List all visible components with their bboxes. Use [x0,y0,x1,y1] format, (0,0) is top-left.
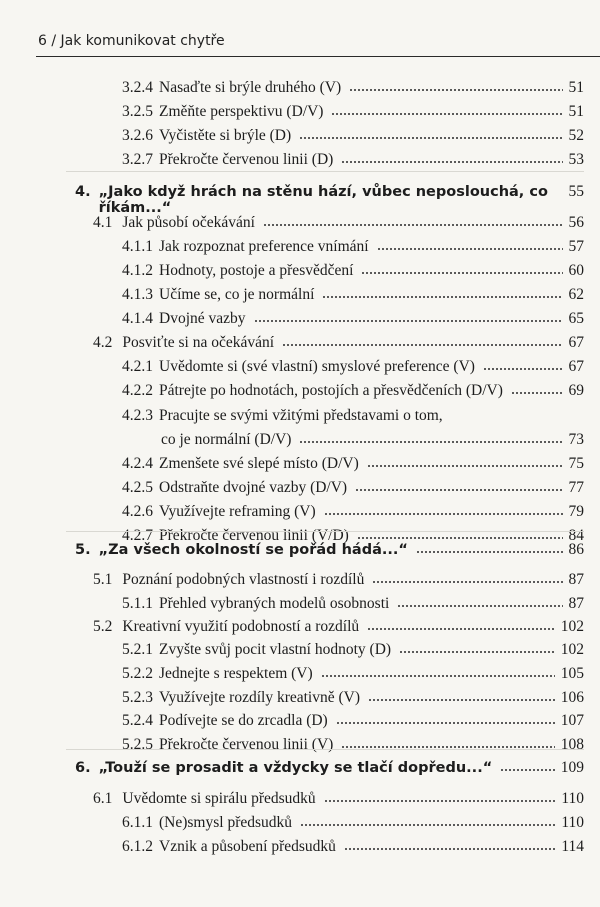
dot-leader [299,439,562,445]
page-number: 55 [568,183,584,200]
page-number: 110 [561,814,584,831]
dot-leader [368,697,555,703]
dot-leader [349,87,562,93]
dot-leader [321,673,555,679]
page-number: 69 [568,382,584,399]
toc-section-entry[interactable] [0,618,600,636]
toc-subsection-entry[interactable] [0,479,600,497]
page-number: 56 [568,214,584,231]
dot-leader [416,549,563,555]
entry-number: 4.2.5 [122,479,153,496]
dot-leader [344,846,555,852]
toc-entry-continuation[interactable] [0,431,600,449]
entry-title: Využívejte rozdíly kreativně (V) [159,689,360,706]
entry-number: 4.1 [93,214,113,231]
dot-leader [322,294,562,300]
toc-subsection-entry[interactable] [0,151,600,169]
entry-title: Jak rozpoznat preference vnímání [159,238,369,255]
dot-leader [355,487,562,493]
entry-title: Dvojné vazby [159,310,246,327]
page-number: 62 [568,286,584,303]
entry-title: Podívejte se do zrcadla (D) [159,712,328,729]
entry-number: 5.2.5 [122,736,153,753]
page-number: 87 [568,595,584,612]
page-number: 52 [568,127,584,144]
entry-number: 4. [75,184,91,200]
dot-leader [397,603,562,609]
dot-leader [300,822,555,828]
entry-number: 5.2.1 [122,641,153,658]
page-number: 57 [568,238,584,255]
toc-subsection-entry[interactable] [0,814,600,832]
entry-number: 3.2.4 [122,79,153,96]
entry-title: Pátrejte po hodnotách, postojích a přesvědčeních (D/V) [159,382,503,399]
dot-leader [341,159,562,165]
entry-number: 3.2.5 [122,103,153,120]
entry-number: 4.2 [93,334,113,351]
entry-title: Změňte perspektivu (D/V) [159,103,324,120]
dot-leader [254,318,563,324]
page-number: 109 [560,759,584,776]
entry-title: Překročte červenou linii (V) [159,736,334,753]
toc-subsection-entry[interactable] [0,310,600,328]
entry-title: Uvědomte si spirálu předsudků [122,790,316,807]
entry-title: Zmenšete své slepé místo (D/V) [159,455,359,472]
page-number: 102 [560,618,584,635]
toc-subsection-entry[interactable] [0,262,600,280]
dot-leader [299,135,562,141]
toc-section-entry[interactable] [0,790,600,808]
page-number: 75 [568,455,584,472]
entry-number: 5.1.1 [122,595,153,612]
toc-subsection-entry[interactable] [0,689,600,707]
toc-subsection-entry[interactable] [0,358,600,376]
toc-subsection-entry[interactable] [0,103,600,121]
dot-leader [324,511,563,517]
page-number: 114 [561,838,584,855]
dot-leader [511,390,563,396]
entry-title: Jednejte s respektem (V) [159,665,313,682]
page-number: 77 [568,479,584,496]
entry-title: Kreativní využití podobností a rozdílů [122,618,360,635]
toc-subsection-entry[interactable] [0,838,600,856]
page-number: 53 [568,151,584,168]
entry-title: Překročte červenou linii (D) [159,151,334,168]
entry-number: 6.1.2 [122,838,153,855]
entry-number: 4.2.3 [122,407,153,424]
page-number: 67 [568,334,584,351]
toc-subsection-entry[interactable] [0,736,600,754]
entry-number: 5.2.2 [122,665,153,682]
toc-subsection-entry[interactable] [0,665,600,683]
entry-title: „Za všech okolností se pořád hádá...“ [98,542,408,558]
toc-subsection-entry[interactable] [0,286,600,304]
section-separator [66,749,584,750]
entry-number: 6. [75,760,91,776]
entry-title: Nasaďte si brýle druhého (V) [159,79,342,96]
entry-title: Přehled vybraných modelů osobnosti [159,595,390,612]
entry-number: 5.2.3 [122,689,153,706]
dot-leader [399,649,555,655]
entry-number: 4.2.6 [122,503,153,520]
entry-number: 3.2.7 [122,151,153,168]
entry-title: Posviťte si na očekávání [122,334,275,351]
dot-leader [263,222,563,228]
toc-subsection-entry[interactable] [0,712,600,730]
toc-section-entry[interactable] [0,571,600,589]
page-number: 65 [568,310,584,327]
toc-subsection-entry[interactable] [0,382,600,400]
page-number: 108 [560,736,584,753]
page-number: 79 [568,503,584,520]
toc-chapter-entry[interactable] [0,183,600,216]
page-number: 107 [560,712,584,729]
page-number: 87 [568,571,584,588]
toc-subsection-entry[interactable] [0,79,600,97]
entry-number: 4.1.1 [122,238,153,255]
toc-subsection-entry[interactable] [0,238,600,256]
entry-number: 6.1 [93,790,113,807]
dot-leader [377,246,563,252]
entry-title: Překročte červenou linii (V/D) [159,527,349,544]
toc-subsection-entry[interactable] [0,595,600,613]
toc-section-entry[interactable] [0,214,600,232]
dot-leader [483,366,563,372]
entry-number: 4.1.3 [122,286,153,303]
entry-number: 3.2.6 [122,127,153,144]
entry-title: Vyčistěte si brýle (D) [159,127,292,144]
section-separator [66,171,584,172]
toc-subsection-entry[interactable] [0,503,600,521]
entry-title: „Jako když hrách na stěnu hází, vůbec neposlouchá, co říkám...“ [98,184,548,216]
running-header: 6 / Jak komunikovat chytře [38,33,225,49]
entry-number: 6.1.1 [122,814,153,831]
page-number: 105 [560,665,584,682]
dot-leader [324,798,556,804]
entry-number: 4.2.1 [122,358,153,375]
page-number: 110 [561,790,584,807]
page-number: 73 [568,431,584,448]
entry-number: 5.2.4 [122,712,153,729]
dot-leader [361,270,562,276]
entry-number: 4.2.4 [122,455,153,472]
entry-title: Využívejte reframing (V) [159,503,316,520]
toc-subsection-entry[interactable] [0,641,600,659]
entry-title: (Ne)smysl předsudků [159,814,293,831]
page-number: 106 [560,689,584,706]
toc-chapter-entry[interactable] [0,541,600,559]
entry-title: Poznání podobných vlastností i rozdílů [122,571,365,588]
toc-subsection-entry[interactable] [0,455,600,473]
page-number: 84 [568,527,584,544]
dot-leader [336,720,555,726]
page-number: 86 [568,541,584,558]
toc-subsection-entry[interactable] [0,127,600,145]
dot-leader [367,463,563,469]
entry-title: Zvyšte svůj pocit vlastní hodnoty (D) [159,641,392,658]
entry-title: „Touží se prosadit a vždycky se tlačí dopředu...“ [98,760,493,776]
entry-title: Pracujte se svými vžitými představami o tom, [159,407,443,424]
entry-number: 4.2.2 [122,382,153,399]
entry-title: Vznik a působení předsudků [159,838,336,855]
entry-title-continuation: co je normální (D/V) [161,431,292,448]
dot-leader [282,342,562,348]
page-number: 51 [568,103,584,120]
dot-leader [500,767,555,773]
page-number: 67 [568,358,584,375]
dot-leader [331,111,562,117]
entry-number: 5.1 [93,571,113,588]
entry-number: 4.1.2 [122,262,153,279]
entry-number: 4.2.7 [122,527,153,544]
page-number: 51 [568,79,584,96]
entry-title: Uvědomte si (své vlastní) smyslové preference (V) [159,358,475,375]
entry-title: Hodnoty, postoje a přesvědčení [159,262,354,279]
toc-chapter-entry[interactable] [0,759,600,777]
entry-title: Odstraňte dvojné vazby (D/V) [159,479,348,496]
entry-number: 4.1.4 [122,310,153,327]
entry-number: 5. [75,542,91,558]
page-number: 60 [568,262,584,279]
section-separator [66,531,584,532]
entry-title: Učíme se, co je normální [159,286,315,303]
toc-subsection-entry[interactable] [0,407,600,425]
toc-section-entry[interactable] [0,334,600,352]
entry-title: Jak působí očekávání [122,214,255,231]
entry-number: 5.2 [93,618,113,635]
dot-leader [367,626,555,632]
page-number: 102 [560,641,584,658]
dot-leader [372,579,562,585]
